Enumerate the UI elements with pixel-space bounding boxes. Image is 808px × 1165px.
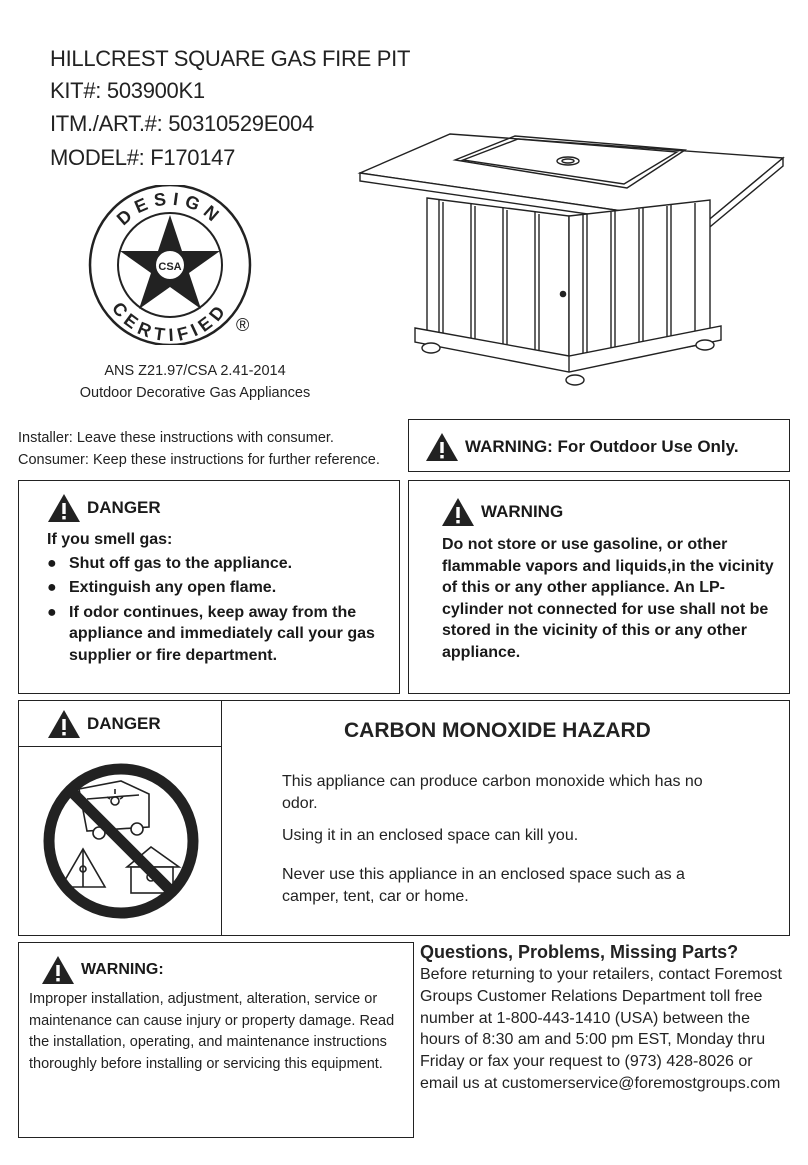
danger-triangle-icon bbox=[47, 493, 81, 523]
co-danger-heading: DANGER bbox=[87, 714, 161, 733]
warning-triangle-icon bbox=[41, 955, 75, 985]
outdoor-warning-box bbox=[408, 419, 790, 472]
warning-triangle-icon bbox=[425, 432, 459, 462]
installation-warning-body: Improper installation, adjustment, alteration, service or maintenance can cause injury or property damage. Read the installation, operating, and maintenance instructions thoroughly before installing or servicing this equipment. bbox=[29, 991, 395, 1072]
co-paragraph-odor: This appliance can produce carbon monoxide which has no odor. bbox=[282, 773, 703, 812]
danger-triangle-icon bbox=[47, 709, 81, 739]
list-item: ● Extinguish any open flame. bbox=[47, 577, 387, 599]
support-title: Questions, Problems, Missing Parts? bbox=[420, 942, 739, 962]
danger-gas-intro: If you smell gas: bbox=[47, 531, 173, 548]
warning-vapors-body: Do not store or use gasoline, or other flammable vapors and liquids,in the vicinity of this or any other appliance. An LP-cylinder not connected for use shall not be stored in the vicinity of this or any other appliance. bbox=[442, 536, 774, 661]
standard-block bbox=[70, 360, 320, 404]
no-enclosed-space-icon bbox=[39, 759, 204, 924]
co-paragraph-enclosed: Never use this appliance in an enclosed space such as a camper, tent, car or home. bbox=[282, 866, 685, 905]
item-number: ITM./ART.#: 50310529E004 bbox=[50, 111, 314, 136]
consumer-note-line: Consumer: Keep these instructions for further reference. bbox=[18, 452, 380, 468]
seal-bottom-text: CERTIFIED bbox=[108, 298, 232, 345]
danger-gas-heading: DANGER bbox=[87, 498, 161, 517]
installer-note bbox=[18, 427, 380, 471]
seal-top-text: DESIGN bbox=[112, 188, 228, 230]
list-item: ● If odor continues, keep away from the appliance and immediately call your gas supplier or fire department. bbox=[47, 602, 387, 667]
danger-gas-bullet: If odor continues, keep away from the appliance and immediately call your gas supplier or fire department. bbox=[69, 603, 375, 664]
support-body: Before returning to your retailers, contact Foremost Groups Customer Relations Department toll free number at 1-800-443-1410 (USA) between the hours of 8:30 am and 5:00 pm EST, Monday thru Friday or fax your request to (973) 428-8026 or email us at customerservice@foremostgroups.com bbox=[420, 966, 782, 1092]
installer-note-line: Installer: Leave these instructions with consumer. bbox=[18, 430, 334, 446]
danger-gas-bullet: Shut off gas to the appliance. bbox=[69, 554, 293, 572]
csa-mark: CSA bbox=[158, 261, 182, 273]
installation-warning-heading: WARNING: bbox=[81, 961, 164, 978]
svg-text:CERTIFIED bbox=[108, 298, 232, 345]
registered-mark: ® bbox=[236, 315, 250, 335]
kit-number: KIT#: 503900K1 bbox=[50, 78, 205, 103]
warning-triangle-icon bbox=[441, 497, 475, 527]
warning-vapors-box bbox=[408, 480, 790, 694]
product-title: HILLCREST SQUARE GAS FIRE PIT bbox=[50, 46, 411, 71]
co-paragraph-kill: Using it in an enclosed space can kill you. bbox=[282, 827, 579, 844]
installation-warning-box bbox=[18, 942, 414, 1138]
outdoor-warning-header bbox=[425, 432, 739, 462]
danger-gas-bullet: Extinguish any open flame. bbox=[69, 579, 277, 596]
list-item: ● Shut off gas to the appliance. bbox=[47, 553, 387, 575]
danger-gas-content bbox=[47, 529, 387, 666]
model-number: MODEL#: F170147 bbox=[50, 145, 236, 170]
appliance-category: Outdoor Decorative Gas Appliances bbox=[79, 385, 311, 401]
standard-code: ANS Z21.97/CSA 2.41-2014 bbox=[104, 363, 286, 379]
warning-vapors-header bbox=[441, 497, 563, 527]
co-danger-panel bbox=[19, 701, 222, 935]
co-danger-header bbox=[47, 709, 161, 739]
danger-gas-header bbox=[47, 493, 161, 523]
outdoor-warning-text: WARNING: For Outdoor Use Only. bbox=[465, 437, 739, 456]
warning-vapors-heading: WARNING bbox=[481, 502, 564, 521]
fire-pit-illustration bbox=[355, 128, 790, 393]
danger-gas-box bbox=[18, 480, 400, 694]
installation-warning-header bbox=[41, 955, 164, 985]
co-hazard-title: CARBON MONOXIDE HAZARD bbox=[344, 719, 651, 742]
